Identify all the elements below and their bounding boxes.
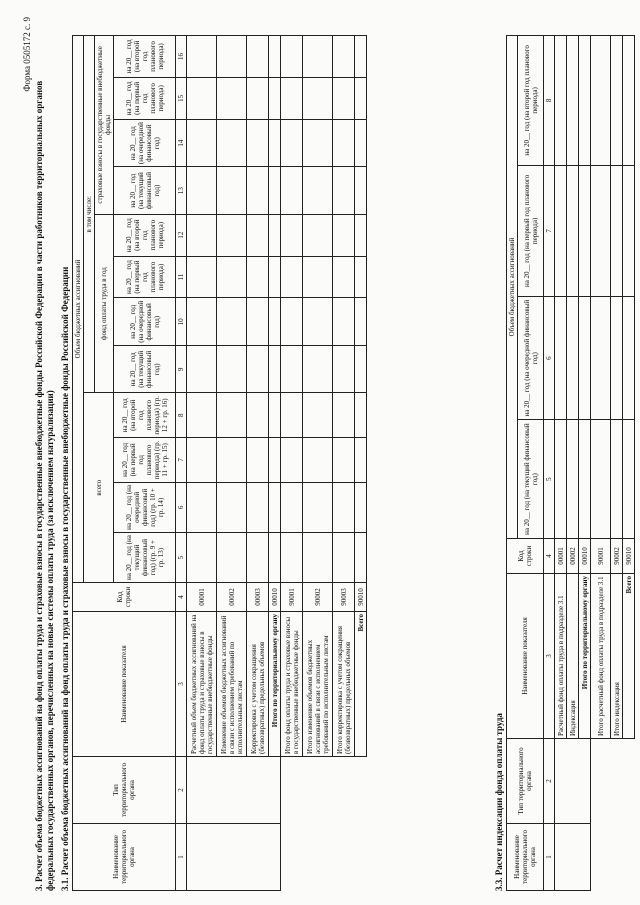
total-label: Итого индексация — [611, 574, 623, 739]
th-indicator: Наименование показателя — [73, 612, 176, 757]
total-row — [623, 36, 635, 891]
th-c8: на 20__ год (на второй год планового периода) — [518, 36, 544, 166]
th-code: Код строки — [73, 583, 176, 612]
total-code: 90010 — [623, 539, 635, 574]
cell-empty — [187, 824, 281, 891]
total-label: Итого расчетный фонд оплаты труда в подразделе 3.1 — [591, 574, 611, 739]
th-volume: Объем бюджетных ассигнований — [507, 36, 518, 539]
colnum: 14 — [176, 119, 187, 167]
column-number-row — [544, 36, 555, 891]
total-label: Всего — [355, 612, 367, 757]
colnum: 6 — [176, 482, 187, 532]
th-c11: на 20__ год (на первый год планового периода) — [114, 256, 176, 298]
row-label: Расчетный объем бюджетных ассигнований на фонд оплаты труда и страховые взносы в государственные внебюджетные фонды — [187, 612, 217, 757]
colnum: 5 — [176, 533, 187, 583]
colnum: 12 — [176, 214, 187, 256]
colnum: 2 — [176, 757, 187, 824]
th-c7: на 20__ год (на первый год планового периода) (гр. 11 + гр. 15) — [114, 438, 176, 483]
th-volume: Объем бюджетных ассигнований — [73, 36, 84, 583]
row-label: Изменение объемов бюджетных ассигнований в связи с исполнением требований по исполнительным листам — [217, 612, 247, 757]
th-c8: на 20__ год (на второй год планового периода) (гр. 12 + гр. 16) — [114, 393, 176, 438]
colnum: 8 — [176, 393, 187, 438]
th-c12: на 20__ год (на второй год планового периода) — [114, 214, 176, 256]
colnum: 7 — [176, 438, 187, 483]
total-code: 90001 — [281, 583, 303, 612]
th-c6: на 20__ год (на очередной финансовый год) (гр. 10 + гр. 14) — [114, 482, 176, 532]
colnum: 15 — [176, 77, 187, 119]
section-3-3-title: 3.3. Расчет индексации фонда оплаты труда — [494, 713, 504, 891]
total-label: Итого фонд оплаты труда и страховые взносы в государственные внебюджетные фонды — [281, 612, 303, 757]
th-c10: на 20__ год (на очередной финансовый год) — [114, 298, 176, 346]
th-c5: на 20__ год (на текущий финансовый год) — [518, 420, 544, 539]
row-code: 00002 — [217, 583, 247, 612]
th-type: Тип территориального органа — [73, 757, 176, 824]
th-incl: в том числе: — [84, 36, 95, 393]
colnum: 1 — [544, 824, 555, 891]
colnum: 5 — [544, 420, 555, 539]
colnum: 13 — [176, 167, 187, 214]
row-label: Итого по территориальному органу — [579, 574, 591, 739]
row-code: 00010 — [269, 583, 281, 612]
colnum: 8 — [544, 36, 555, 166]
column-number-row — [176, 36, 187, 891]
colnum: 4 — [544, 539, 555, 574]
th-c6: на 20__ год (на очередной финансовый год) — [518, 297, 544, 420]
th-indicator: Наименование показателя — [507, 574, 544, 739]
row-code: 00001 — [555, 539, 567, 574]
rotated-form-page — [20, 7, 633, 897]
total-code: 90001 — [591, 539, 611, 574]
th-c13: на 20__ год (на текущий финансовый год) — [114, 167, 176, 214]
colnum: 1 — [176, 824, 187, 891]
th-name: Наименование территориального органа — [507, 824, 544, 891]
total-row — [281, 36, 303, 891]
total-label: Всего — [623, 574, 635, 739]
total-code: 90002 — [611, 539, 623, 574]
th-c7: на 20__ год (на первый год планового периода) — [518, 165, 544, 296]
total-code: 90002 — [303, 583, 333, 612]
row-code: 00010 — [579, 539, 591, 574]
row-label: Расчетный фонд оплаты труда в подразделе 3.1 — [555, 574, 567, 739]
form-label: Форма 0505172 с. 9 — [22, 17, 32, 92]
colnum: 11 — [176, 256, 187, 298]
th-c14: на 20__ год (на очередной финансовый год) — [114, 119, 176, 167]
colnum: 4 — [176, 583, 187, 612]
colnum: 9 — [176, 346, 187, 393]
th-c5: на 20__ год (на текущий финансовый год) (гр. 9 + гр. 13) — [114, 533, 176, 583]
colnum: 16 — [176, 36, 187, 78]
table-fot-insurance — [72, 35, 367, 891]
th-fot: фонд оплаты труда в год — [95, 214, 114, 393]
table-indexation — [506, 35, 635, 891]
total-row — [591, 36, 611, 891]
table-row — [555, 36, 567, 891]
th-ins: страховые взносы в государственные внебюджетные фонды — [95, 36, 114, 215]
total-code: 90003 — [333, 583, 355, 612]
row-label: Итого по территориальному органу — [269, 612, 281, 757]
total-code: 90010 — [355, 583, 367, 612]
cell-empty — [187, 757, 281, 824]
row-code: 00002 — [567, 539, 579, 574]
section-3-1-title: 3.1. Расчет объема бюджетных ассигнований на фонд оплаты труда и страховые взносы в государственные внебюджетные фонды Российской Федерации — [60, 266, 70, 891]
row-label: Индексация — [567, 574, 579, 739]
cell-empty — [555, 739, 591, 824]
row-label: Корректировка с учетом сокращения (безвозвратных) предельных объемов — [247, 612, 269, 757]
table-row — [187, 36, 217, 891]
colnum: 6 — [544, 297, 555, 420]
total-row — [611, 36, 623, 891]
th-c15: на 20__ год (на первый год планового периода) — [114, 77, 176, 119]
total-label: Итого изменение объемов бюджетных ассигнований в связи с исполнением требований по исполнительным листам — [303, 612, 333, 757]
total-row — [333, 36, 355, 891]
th-code: Код строки — [507, 539, 544, 574]
th-total: всего — [84, 393, 114, 583]
row-code: 00001 — [187, 583, 217, 612]
colnum: 7 — [544, 165, 555, 296]
row-code: 00003 — [247, 583, 269, 612]
total-row — [355, 36, 367, 891]
colnum: 2 — [544, 739, 555, 824]
colnum: 10 — [176, 298, 187, 346]
colnum: 3 — [176, 612, 187, 757]
th-c16: на 20__ год (на второй год планового периода) — [114, 36, 176, 78]
colnum: 3 — [544, 574, 555, 739]
th-c9: на 20__ год (на текущий финансовый год) — [114, 346, 176, 393]
th-type: Тип территориального органа — [507, 739, 544, 824]
section-3-title: 3. Расчет объема бюджетных ассигнований на фонд оплаты труда и страховые взносы в государственные внебюджетные фонды Российской Федерации в части работников территориальных органов федеральных государственных органов, перечисленных на новые системы оплаты труда (за исключением натурализации) — [34, 80, 55, 891]
cell-empty — [555, 824, 591, 891]
th-name: Наименование территориального органа — [73, 824, 176, 891]
total-label: Итого корректировка с учетом сокращения (безвозвратных) предельных объемов — [333, 612, 355, 757]
total-row — [303, 36, 333, 891]
